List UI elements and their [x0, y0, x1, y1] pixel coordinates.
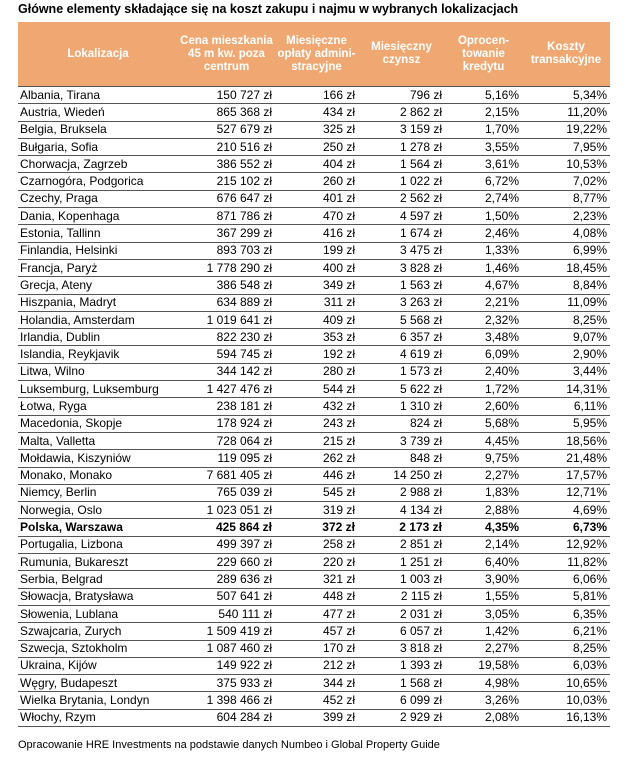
cell-interest: 2,46%	[445, 225, 522, 242]
cell-admin-fees: 243 zł	[275, 415, 358, 432]
cell-interest: 6,72%	[445, 173, 522, 190]
cell-transaction-costs: 7,95%	[522, 138, 610, 155]
cell-transaction-costs: 5,34%	[522, 87, 610, 104]
cell-admin-fees: 262 zł	[275, 450, 358, 467]
cell-transaction-costs: 6,21%	[522, 623, 610, 640]
cell-transaction-costs: 10,03%	[522, 692, 610, 709]
cell-admin-fees: 170 zł	[275, 640, 358, 657]
cell-location: Słowacja, Bratysława	[18, 588, 178, 605]
cell-price: 728 064 zł	[178, 432, 275, 449]
cell-interest: 2,60%	[445, 398, 522, 415]
cell-location: Czechy, Praga	[18, 190, 178, 207]
cell-price: 178 924 zł	[178, 415, 275, 432]
cell-transaction-costs: 8,25%	[522, 311, 610, 328]
cell-rent: 1 278 zł	[358, 138, 445, 155]
cell-admin-fees: 260 zł	[275, 173, 358, 190]
table-row	[18, 623, 610, 640]
cell-price: 822 230 zł	[178, 329, 275, 346]
cell-rent: 3 263 zł	[358, 294, 445, 311]
cell-interest: 2,08%	[445, 709, 522, 726]
cell-rent: 1 674 zł	[358, 225, 445, 242]
cell-rent: 1 393 zł	[358, 657, 445, 674]
table-row	[18, 87, 610, 104]
cell-interest: 5,68%	[445, 415, 522, 432]
table-row	[18, 173, 610, 190]
cell-interest: 2,14%	[445, 536, 522, 553]
cell-transaction-costs: 6,35%	[522, 605, 610, 622]
cell-location: Grecja, Ateny	[18, 277, 178, 294]
cell-rent: 1 310 zł	[358, 398, 445, 415]
cell-transaction-costs: 16,13%	[522, 709, 610, 726]
cell-admin-fees: 250 zł	[275, 138, 358, 155]
cell-admin-fees: 311 zł	[275, 294, 358, 311]
cell-price: 7 681 405 zł	[178, 467, 275, 484]
cell-price: 634 889 zł	[178, 294, 275, 311]
cell-location: Austria, Wiedeń	[18, 104, 178, 121]
cell-admin-fees: 166 zł	[275, 87, 358, 104]
cell-location: Czarnogóra, Podgorica	[18, 173, 178, 190]
cell-transaction-costs: 11,20%	[522, 104, 610, 121]
cell-price: 386 552 zł	[178, 156, 275, 173]
table-row	[18, 346, 610, 363]
cell-admin-fees: 448 zł	[275, 588, 358, 605]
cell-interest: 4,98%	[445, 675, 522, 692]
cell-location: Niemcy, Berlin	[18, 484, 178, 501]
cell-transaction-costs: 8,84%	[522, 277, 610, 294]
table-row	[18, 225, 610, 242]
table-row	[18, 467, 610, 484]
cell-rent: 2 173 zł	[358, 519, 445, 536]
cell-price: 527 679 zł	[178, 121, 275, 138]
table-row	[18, 432, 610, 449]
cell-price: 676 647 zł	[178, 190, 275, 207]
cell-location: Malta, Valletta	[18, 432, 178, 449]
cell-admin-fees: 215 zł	[275, 432, 358, 449]
table-row	[18, 259, 610, 276]
cell-admin-fees: 349 zł	[275, 277, 358, 294]
cell-rent: 5 568 zł	[358, 311, 445, 328]
cell-transaction-costs: 21,48%	[522, 450, 610, 467]
cell-location: Norwegia, Oslo	[18, 502, 178, 519]
cell-admin-fees: 434 zł	[275, 104, 358, 121]
cell-location: Dania, Kopenhaga	[18, 208, 178, 225]
cell-transaction-costs: 12,92%	[522, 536, 610, 553]
cell-rent: 4 597 zł	[358, 208, 445, 225]
data-table	[18, 22, 610, 727]
cell-price: 765 039 zł	[178, 484, 275, 501]
table-row	[18, 381, 610, 398]
cell-rent: 2 115 zł	[358, 588, 445, 605]
cell-admin-fees: 372 zł	[275, 519, 358, 536]
cell-price: 375 933 zł	[178, 675, 275, 692]
table-row	[18, 502, 610, 519]
cell-interest: 1,55%	[445, 588, 522, 605]
cell-rent: 6 057 zł	[358, 623, 445, 640]
cell-price: 238 181 zł	[178, 398, 275, 415]
cell-price: 289 636 zł	[178, 571, 275, 588]
cell-interest: 2,27%	[445, 640, 522, 657]
cell-location: Bułgaria, Sofia	[18, 138, 178, 155]
cell-interest: 4,45%	[445, 432, 522, 449]
cell-location: Serbia, Belgrad	[18, 571, 178, 588]
cell-location: Francja, Paryż	[18, 259, 178, 276]
cell-interest: 2,21%	[445, 294, 522, 311]
cell-location: Finlandia, Helsinki	[18, 242, 178, 259]
cell-price: 367 299 zł	[178, 225, 275, 242]
table-body	[18, 87, 610, 727]
cell-rent: 2 862 zł	[358, 104, 445, 121]
cell-transaction-costs: 5,95%	[522, 415, 610, 432]
cell-admin-fees: 477 zł	[275, 605, 358, 622]
cell-price: 344 142 zł	[178, 363, 275, 380]
cell-admin-fees: 457 zł	[275, 623, 358, 640]
cell-price: 150 727 zł	[178, 87, 275, 104]
cell-admin-fees: 545 zł	[275, 484, 358, 501]
cell-interest: 4,67%	[445, 277, 522, 294]
table-row	[18, 709, 610, 726]
cell-price: 386 548 zł	[178, 277, 275, 294]
table-row	[18, 121, 610, 138]
cell-location: Chorwacja, Zagrzeb	[18, 156, 178, 173]
cell-transaction-costs: 4,08%	[522, 225, 610, 242]
cell-rent: 4 134 zł	[358, 502, 445, 519]
table-row	[18, 657, 610, 674]
table-row	[18, 536, 610, 553]
cell-location: Islandia, Reykjavik	[18, 346, 178, 363]
cell-admin-fees: 416 zł	[275, 225, 358, 242]
cell-rent: 2 031 zł	[358, 605, 445, 622]
cell-transaction-costs: 19,22%	[522, 121, 610, 138]
cell-price: 119 095 zł	[178, 450, 275, 467]
cell-rent: 824 zł	[358, 415, 445, 432]
cell-interest: 1,46%	[445, 259, 522, 276]
cell-transaction-costs: 3,44%	[522, 363, 610, 380]
cell-location: Łotwa, Ryga	[18, 398, 178, 415]
cell-admin-fees: 399 zł	[275, 709, 358, 726]
cell-rent: 14 250 zł	[358, 467, 445, 484]
cell-location: Ukraina, Kijów	[18, 657, 178, 674]
cell-transaction-costs: 2,23%	[522, 208, 610, 225]
table-row	[18, 692, 610, 709]
cell-transaction-costs: 8,25%	[522, 640, 610, 657]
cell-price: 1 398 466 zł	[178, 692, 275, 709]
cell-price: 1 427 476 zł	[178, 381, 275, 398]
cell-price: 499 397 zł	[178, 536, 275, 553]
cell-transaction-costs: 18,45%	[522, 259, 610, 276]
cell-interest: 3,48%	[445, 329, 522, 346]
cell-rent: 3 818 zł	[358, 640, 445, 657]
cell-location: Słowenia, Lublana	[18, 605, 178, 622]
cell-location: Wielka Brytania, Londyn	[18, 692, 178, 709]
table-row	[18, 415, 610, 432]
cell-price: 604 284 zł	[178, 709, 275, 726]
cell-location: Macedonia, Skopje	[18, 415, 178, 432]
cell-admin-fees: 199 zł	[275, 242, 358, 259]
cell-interest: 1,70%	[445, 121, 522, 138]
cell-admin-fees: 212 zł	[275, 657, 358, 674]
cell-transaction-costs: 14,31%	[522, 381, 610, 398]
cell-admin-fees: 220 zł	[275, 554, 358, 571]
col-header-interest: Oprocen-towanie kredytu	[445, 22, 522, 87]
cell-price: 893 703 zł	[178, 242, 275, 259]
col-header-location: Lokalizacja	[18, 22, 178, 87]
cell-location: Szwecja, Sztokholm	[18, 640, 178, 657]
cell-rent: 1 022 zł	[358, 173, 445, 190]
cell-interest: 5,16%	[445, 87, 522, 104]
cell-admin-fees: 544 zł	[275, 381, 358, 398]
cell-interest: 2,40%	[445, 363, 522, 380]
cell-rent: 3 475 zł	[358, 242, 445, 259]
cell-rent: 5 622 zł	[358, 381, 445, 398]
cell-interest: 3,05%	[445, 605, 522, 622]
cell-admin-fees: 452 zł	[275, 692, 358, 709]
cell-transaction-costs: 5,81%	[522, 588, 610, 605]
cell-price: 871 786 zł	[178, 208, 275, 225]
cell-interest: 6,09%	[445, 346, 522, 363]
cell-transaction-costs: 2,90%	[522, 346, 610, 363]
cell-interest: 2,27%	[445, 467, 522, 484]
col-header-admin-fees: Miesięczne opłaty admini-stracyjne	[275, 22, 358, 87]
cell-transaction-costs: 12,71%	[522, 484, 610, 501]
cell-location: Estonia, Tallinn	[18, 225, 178, 242]
cell-admin-fees: 319 zł	[275, 502, 358, 519]
cell-price: 1 509 419 zł	[178, 623, 275, 640]
cell-transaction-costs: 18,56%	[522, 432, 610, 449]
cell-price: 215 102 zł	[178, 173, 275, 190]
cell-interest: 4,35%	[445, 519, 522, 536]
cell-admin-fees: 192 zł	[275, 346, 358, 363]
cell-transaction-costs: 10,53%	[522, 156, 610, 173]
cell-price: 594 745 zł	[178, 346, 275, 363]
table-row	[18, 450, 610, 467]
cell-location: Włochy, Rzym	[18, 709, 178, 726]
table-row	[18, 277, 610, 294]
cell-interest: 1,50%	[445, 208, 522, 225]
cell-transaction-costs: 4,69%	[522, 502, 610, 519]
table-row	[18, 605, 610, 622]
cell-transaction-costs: 6,73%	[522, 519, 610, 536]
cell-interest: 3,26%	[445, 692, 522, 709]
table-header	[18, 22, 610, 87]
table-row	[18, 311, 610, 328]
cell-rent: 1 564 zł	[358, 156, 445, 173]
cell-admin-fees: 401 zł	[275, 190, 358, 207]
cell-location: Belgia, Bruksela	[18, 121, 178, 138]
cell-admin-fees: 258 zł	[275, 536, 358, 553]
cell-rent: 3 739 zł	[358, 432, 445, 449]
table-row	[18, 104, 610, 121]
table-row	[18, 398, 610, 415]
table-row	[18, 329, 610, 346]
cell-rent: 2 988 zł	[358, 484, 445, 501]
cell-rent: 848 zł	[358, 450, 445, 467]
cell-rent: 6 357 zł	[358, 329, 445, 346]
cell-interest: 1,42%	[445, 623, 522, 640]
cell-interest: 1,83%	[445, 484, 522, 501]
cell-interest: 2,15%	[445, 104, 522, 121]
cell-admin-fees: 446 zł	[275, 467, 358, 484]
cell-location: Mołdawia, Kiszyniów	[18, 450, 178, 467]
cell-interest: 19,58%	[445, 657, 522, 674]
cell-rent: 6 099 zł	[358, 692, 445, 709]
cell-rent: 4 619 zł	[358, 346, 445, 363]
cell-interest: 1,33%	[445, 242, 522, 259]
cell-price: 229 660 zł	[178, 554, 275, 571]
cell-admin-fees: 404 zł	[275, 156, 358, 173]
cell-location: Monako, Monako	[18, 467, 178, 484]
cell-interest: 3,55%	[445, 138, 522, 155]
cell-price: 1 019 641 zł	[178, 311, 275, 328]
cell-transaction-costs: 17,57%	[522, 467, 610, 484]
col-header-transaction-costs: Koszty transakcyjne	[522, 22, 610, 87]
cell-price: 865 368 zł	[178, 104, 275, 121]
cell-rent: 3 828 zł	[358, 259, 445, 276]
col-header-rent: Miesięczny czynsz	[358, 22, 445, 87]
cell-transaction-costs: 6,06%	[522, 571, 610, 588]
cell-location: Polska, Warszawa	[18, 519, 178, 536]
cell-admin-fees: 344 zł	[275, 675, 358, 692]
cell-transaction-costs: 9,07%	[522, 329, 610, 346]
cell-transaction-costs: 7,02%	[522, 173, 610, 190]
cell-admin-fees: 280 zł	[275, 363, 358, 380]
table-row	[18, 294, 610, 311]
header-row	[18, 22, 610, 87]
cell-price: 1 023 051 zł	[178, 502, 275, 519]
cell-location: Portugalia, Lizbona	[18, 536, 178, 553]
cell-interest: 2,74%	[445, 190, 522, 207]
cell-transaction-costs: 10,65%	[522, 675, 610, 692]
cell-price: 425 864 zł	[178, 519, 275, 536]
cell-rent: 2 929 zł	[358, 709, 445, 726]
table-row	[18, 484, 610, 501]
table-row	[18, 190, 610, 207]
cell-admin-fees: 432 zł	[275, 398, 358, 415]
table-row	[18, 208, 610, 225]
cell-rent: 2 851 zł	[358, 536, 445, 553]
cell-admin-fees: 321 zł	[275, 571, 358, 588]
cell-location: Szwajcaria, Zurych	[18, 623, 178, 640]
table-row	[18, 588, 610, 605]
table-row	[18, 554, 610, 571]
cell-location: Litwa, Wilno	[18, 363, 178, 380]
cell-interest: 9,75%	[445, 450, 522, 467]
cell-rent: 1 003 zł	[358, 571, 445, 588]
cell-rent: 1 563 zł	[358, 277, 445, 294]
table-row	[18, 363, 610, 380]
cell-location: Luksemburg, Luksemburg	[18, 381, 178, 398]
cell-interest: 2,88%	[445, 502, 522, 519]
table-row	[18, 156, 610, 173]
cell-interest: 2,32%	[445, 311, 522, 328]
cell-location: Irlandia, Dublin	[18, 329, 178, 346]
source-note: Opracowanie HRE Investments na podstawie danych Numbeo i Global Property Guide	[18, 739, 440, 751]
cell-interest: 1,72%	[445, 381, 522, 398]
col-header-price: Cena mieszkania 45 m kw. poza centrum	[178, 22, 275, 87]
cell-transaction-costs: 6,99%	[522, 242, 610, 259]
cell-transaction-costs: 8,77%	[522, 190, 610, 207]
cell-location: Węgry, Budapeszt	[18, 675, 178, 692]
cell-price: 1 087 460 zł	[178, 640, 275, 657]
cell-location: Albania, Tirana	[18, 87, 178, 104]
cell-admin-fees: 409 zł	[275, 311, 358, 328]
cell-price: 507 641 zł	[178, 588, 275, 605]
table-row	[18, 675, 610, 692]
table-row	[18, 571, 610, 588]
cell-transaction-costs: 11,82%	[522, 554, 610, 571]
cell-rent: 1 251 zł	[358, 554, 445, 571]
cell-price: 1 778 290 zł	[178, 259, 275, 276]
cell-location: Holandia, Amsterdam	[18, 311, 178, 328]
cell-price: 210 516 zł	[178, 138, 275, 155]
cell-rent: 3 159 zł	[358, 121, 445, 138]
cell-admin-fees: 353 zł	[275, 329, 358, 346]
cell-transaction-costs: 6,11%	[522, 398, 610, 415]
cell-location: Hiszpania, Madryt	[18, 294, 178, 311]
cell-interest: 3,90%	[445, 571, 522, 588]
table-row	[18, 640, 610, 657]
cell-transaction-costs: 11,09%	[522, 294, 610, 311]
table-row	[18, 138, 610, 155]
cell-price: 149 922 zł	[178, 657, 275, 674]
cell-rent: 1 573 zł	[358, 363, 445, 380]
cell-interest: 3,61%	[445, 156, 522, 173]
cell-price: 540 111 zł	[178, 605, 275, 622]
cell-admin-fees: 400 zł	[275, 259, 358, 276]
cell-transaction-costs: 6,03%	[522, 657, 610, 674]
table-row	[18, 519, 610, 536]
cell-rent: 1 568 zł	[358, 675, 445, 692]
cell-interest: 6,40%	[445, 554, 522, 571]
cell-admin-fees: 325 zł	[275, 121, 358, 138]
cell-admin-fees: 470 zł	[275, 208, 358, 225]
cell-location: Rumunia, Bukareszt	[18, 554, 178, 571]
cell-rent: 796 zł	[358, 87, 445, 104]
table-title: Główne elementy składające się na koszt zakupu i najmu w wybranych lokalizacjach	[18, 2, 519, 16]
table-row	[18, 242, 610, 259]
cell-rent: 2 562 zł	[358, 190, 445, 207]
